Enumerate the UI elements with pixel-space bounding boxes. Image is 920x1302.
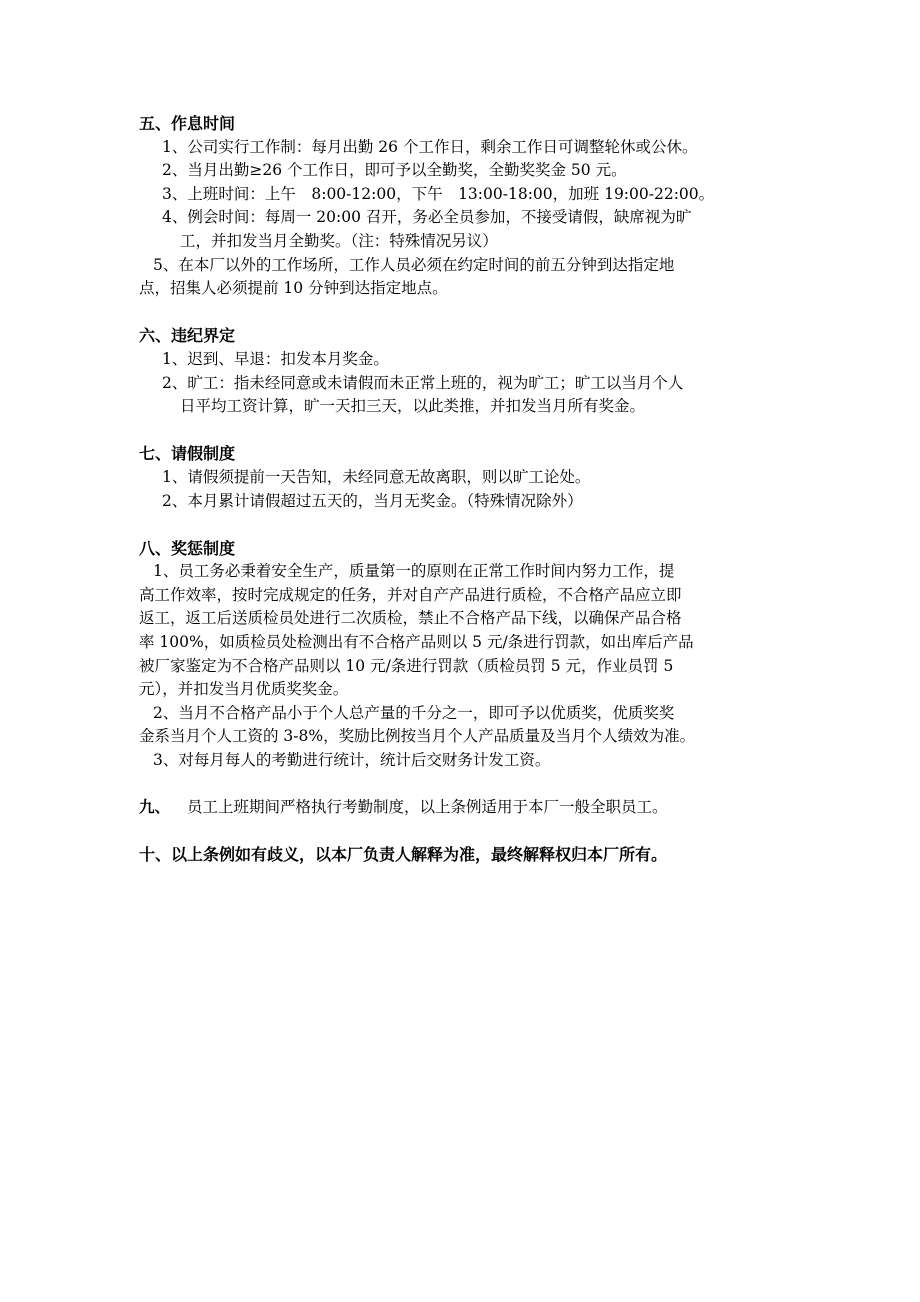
spacer: [139, 820, 789, 844]
paragraph-line: 返工，返工后送质检员处进行二次质检，禁止不合格产品下线，以确保产品合格: [139, 609, 682, 628]
paragraph-line: 1、员工务必秉着安全生产，质量第一的原则在正常工作时间内努力工作，提: [153, 562, 675, 581]
list-item: 1、请假须提前一天告知，未经同意无故离职，则以旷工论处。: [162, 467, 591, 486]
list-item: 2、旷工：指未经同意或未请假而未正常上班的，视为旷工；旷工以当月个人: [162, 373, 684, 392]
paragraph-line: 被厂家鉴定为不合格产品则以 10 元/条进行罚款（质检员罚 5 元，作业员罚 5: [139, 656, 674, 675]
list-item-continuation: 工，并扣发当月全勤奖。（注：特殊情况另议）: [180, 231, 498, 250]
list-item: 1、公司实行工作制：每月出勤 26 个工作日，剩余工作日可调整轮休或公休。: [162, 137, 698, 156]
section-heading-6: 六、违纪界定: [139, 326, 236, 346]
paragraph-line: 元），并扣发当月优质奖奖金。: [139, 680, 349, 699]
list-item: 4、例会时间：每周一 20:00 召开，务必全员参加，不接受请假，缺席视为旷: [162, 208, 692, 227]
spacer: [139, 419, 789, 443]
section-heading-5: 五、作息时间: [139, 114, 236, 133]
list-item: 5、在本厂以外的工作场所，工作人员必须在约定时间的前五分钟到达指定地: [153, 255, 675, 274]
list-item-continuation: 点，招集人必须提前 10 分钟到达指定地点。: [139, 279, 448, 298]
spacer: [139, 773, 789, 797]
list-item: 2、当月出勤≥26 个工作日，即可予以全勤奖，全勤奖奖金 50 元。: [162, 161, 627, 180]
spacer: [139, 513, 789, 537]
list-item: 1、迟到、早退：扣发本月奖金。: [162, 349, 389, 368]
spacer: [139, 301, 789, 325]
section-heading-7: 七、请假制度: [139, 444, 236, 464]
section-heading-8: 八、奖惩制度: [139, 538, 236, 558]
section-9-lead: 九、: [139, 798, 171, 817]
section-10: 十、以上条例如有歧义，以本厂负责人解释为准，最终解释权归本厂所有。: [139, 845, 668, 865]
list-item: 2、本月累计请假超过五天的，当月无奖金。（特殊情况除外）: [162, 491, 583, 510]
section-9-text: 员工上班期间严格执行考勤制度，以上条例适用于本厂一般全职员工。: [187, 798, 668, 817]
list-item: 3、上班时间：上午 8:00-12:00，下午 13:00-18:00，加班 19:00-22:00。: [162, 184, 715, 203]
document-page: [139, 112, 789, 867]
list-item-continuation: 日平均工资计算，旷一天扣三天，以此类推，并扣发当月所有奖金。: [180, 397, 646, 416]
paragraph-line: 高工作效率，按时完成规定的任务，并对自产产品进行质检，不合格产品应立即: [139, 585, 682, 604]
section-9: [139, 796, 789, 820]
paragraph-line: 率 100%，如质检员处检测出有不合格产品则以 5 元/条进行罚款，如出库后产品: [139, 633, 694, 652]
paragraph-line: 金系当月个人工资的 3-8%，奖励比例按当月个人产品质量及当月个人绩效为准。: [139, 727, 696, 746]
paragraph-line: 2、当月不合格产品小于个人总产量的千分之一，即可予以优质奖，优质奖奖: [153, 703, 675, 722]
paragraph-line: 3、对每月每人的考勤进行统计，统计后交财务计发工资。: [153, 751, 551, 770]
